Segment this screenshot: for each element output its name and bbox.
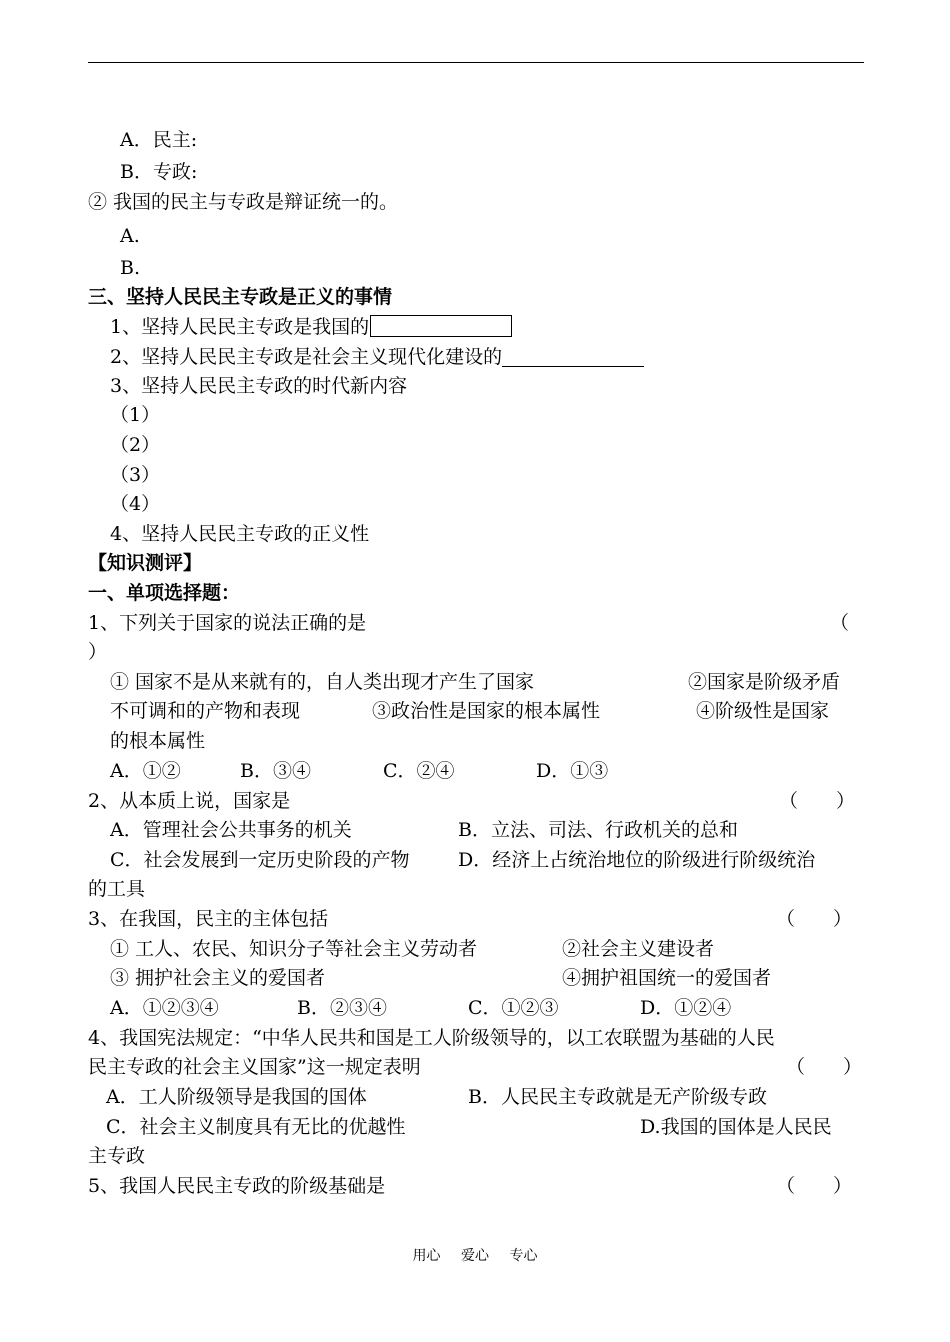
q4-option-d-cont: 主专政 <box>88 1145 146 1167</box>
fill-in-blank[interactable] <box>502 346 644 367</box>
question-4: 4、我国宪法规定：“中华人民共和国是工人阶级领导的，以工农联盟为基础的人民 <box>88 1027 775 1049</box>
page-footer <box>0 1246 950 1266</box>
question-4-cont: 民主专政的社会主义国家”这一规定表明 <box>88 1056 421 1078</box>
item-a: A. <box>120 225 140 247</box>
q3-option-a[interactable]: A．①②③④ <box>110 997 219 1019</box>
section-3-title: 三、坚持人民民主专政是正义的事情 <box>88 286 393 308</box>
q5-answer-paren: （ ） <box>776 1175 853 1197</box>
q1-option-d[interactable]: D．①③ <box>536 760 609 782</box>
q1-statement-4-cont: 的根本属性 <box>110 730 206 752</box>
q3-option-b[interactable]: B．②③④ <box>297 997 387 1019</box>
section-3-item-1 <box>110 313 512 341</box>
q1-option-b[interactable]: B．③④ <box>240 760 311 782</box>
question-3: 3、在我国，民主的主体包括 <box>88 908 329 930</box>
section-3-item-4: 4、坚持人民民主专政的正义性 <box>110 523 370 545</box>
q2-option-a[interactable]: A．管理社会公共事务的机关 <box>110 819 352 841</box>
q1-statement-3: ③政治性是国家的根本属性 <box>372 700 601 722</box>
q3-option-c[interactable]: C．①②③ <box>468 997 559 1019</box>
q1-option-c[interactable]: C．②④ <box>383 760 455 782</box>
q4-answer-paren: （ ） <box>786 1056 863 1078</box>
sub-point-3: （3） <box>110 464 161 486</box>
q3-statement-4: ④拥护祖国统一的爱国者 <box>562 967 772 989</box>
question-5: 5、我国人民民主专政的阶级基础是 <box>88 1175 386 1197</box>
fill-in-box[interactable] <box>370 315 512 337</box>
q2-option-b[interactable]: B．立法、司法、行政机关的总和 <box>458 819 738 841</box>
section-3-item-2 <box>110 343 644 371</box>
q3-answer-paren: （ ） <box>776 908 853 930</box>
q1-statement-2-cont: 不可调和的产物和表现 <box>110 700 301 722</box>
item-b-dictatorship: B．专政: <box>120 161 198 183</box>
q1-statement-1: ① 国家不是从来就有的，自人类出现才产生了国家 <box>110 671 535 693</box>
q1-statement-4: ④阶级性是国家 <box>696 700 830 722</box>
footer-word-2: 爱心 <box>461 1248 489 1264</box>
section-3-item-1-text: 1、坚持人民民主专政是我国的 <box>110 316 370 338</box>
item-a-democracy: A．民主: <box>120 129 198 151</box>
q1-statement-2: ②国家是阶级矛盾 <box>688 671 841 693</box>
answer-paren-open: （ <box>830 612 850 634</box>
q2-option-c[interactable]: C．社会发展到一定历史阶段的产物 <box>110 849 410 871</box>
q3-statement-1: ① 工人、农民、知识分子等社会主义劳动者 <box>110 938 478 960</box>
q2-option-d-cont: 的工具 <box>88 878 146 900</box>
footer-word-1: 用心 <box>412 1248 441 1264</box>
question-2: 2、从本质上说，国家是 <box>88 790 291 812</box>
answer-paren-close: ） <box>88 641 108 663</box>
q3-option-d[interactable]: D．①②④ <box>640 997 732 1019</box>
q4-option-a[interactable]: A．工人阶级领导是我国的国体 <box>106 1086 367 1108</box>
point-2-heading: ② 我国的民主与专政是辩证统一的。 <box>88 191 399 213</box>
q4-option-d[interactable]: D.我国的国体是人民民 <box>640 1116 832 1138</box>
footer-word-3: 专心 <box>509 1248 538 1264</box>
q1-option-a[interactable]: A．①② <box>110 760 181 782</box>
header-rule <box>88 62 864 63</box>
q4-option-c[interactable]: C．社会主义制度具有无比的优越性 <box>106 1116 406 1138</box>
sub-point-2: （2） <box>110 434 161 456</box>
q3-statement-2: ②社会主义建设者 <box>562 938 715 960</box>
sub-point-1: （1） <box>110 404 161 426</box>
q2-option-d[interactable]: D．经济上占统治地位的阶级进行阶级统治 <box>458 849 816 871</box>
item-b: B. <box>120 257 141 279</box>
evaluation-title: 【知识测评】 <box>88 552 203 574</box>
q3-statement-3: ③ 拥护社会主义的爱国者 <box>110 967 326 989</box>
multiple-choice-title: 一、单项选择题： <box>88 582 241 604</box>
sub-point-4: （4） <box>110 493 161 515</box>
section-3-item-3: 3、坚持人民民主专政的时代新内容 <box>110 375 408 397</box>
question-1: 1、下列关于国家的说法正确的是 <box>88 612 367 634</box>
q4-option-b[interactable]: B．人民民主专政就是无产阶级专政 <box>468 1086 767 1108</box>
section-3-item-2-text: 2、坚持人民民主专政是社会主义现代化建设的 <box>110 346 503 368</box>
q2-answer-paren: （ ） <box>779 790 856 812</box>
